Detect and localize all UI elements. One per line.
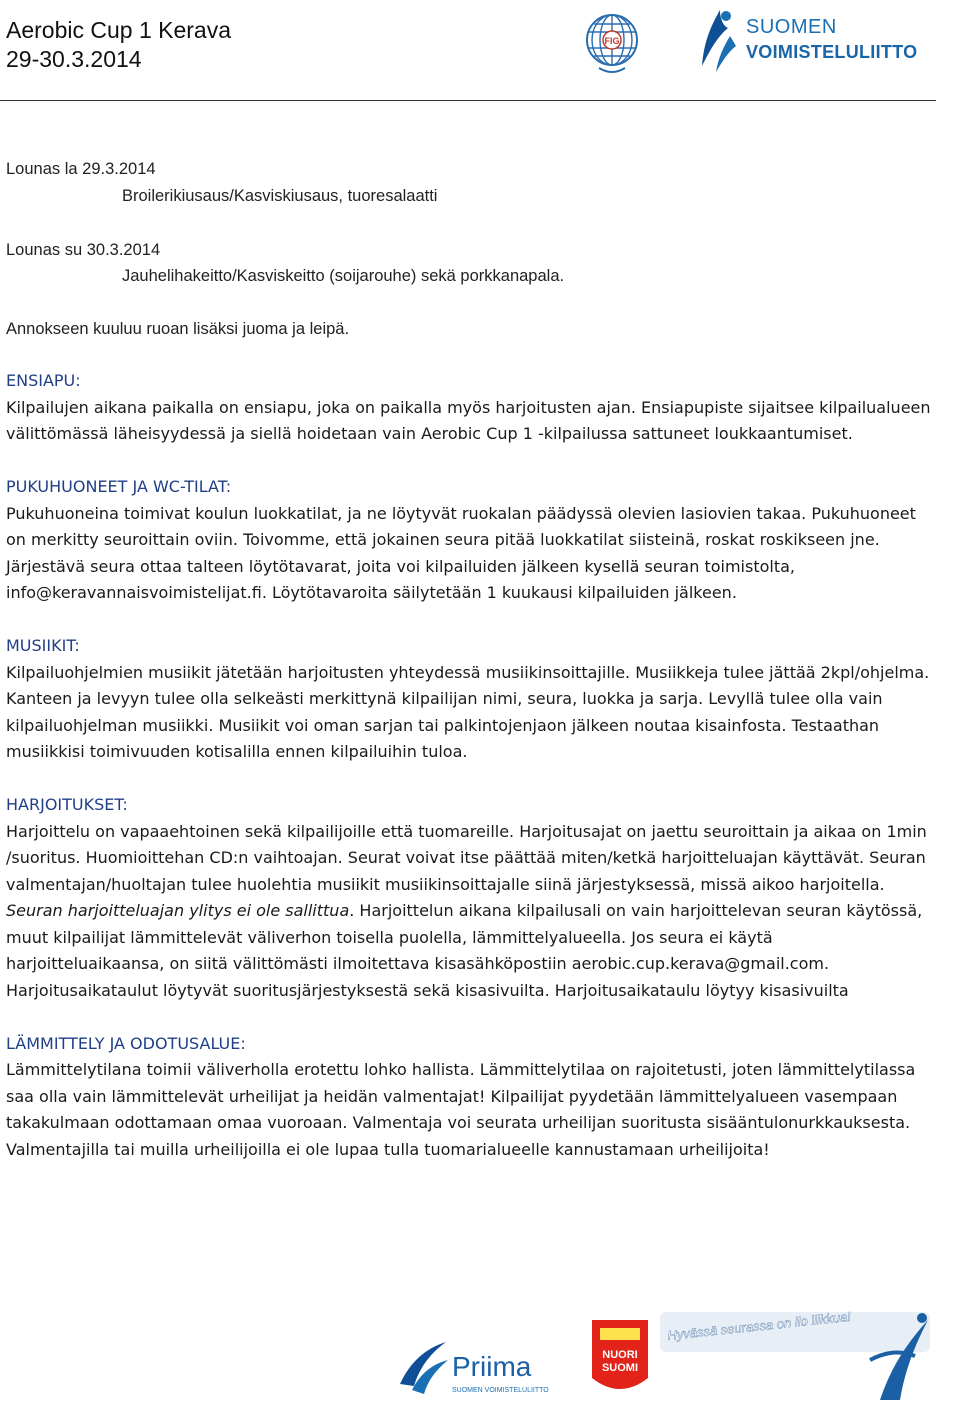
text-part: . Harjoittelun aikana kilpailusali on vain harjoittelevan seuran käytössä, muut kilpailijat lämmittelevät väliverhon toisella puolella, lämmittelyalueella. Jos seura ei käytä harjoitteluaikaansa, on siitä välittömästi ilmoitettava kisasähköpostiin aerobic.cup.kerava@gmail.com. Harjoitusaikataulut löytyvät suoritusjärjestyksestä sekä kisasivuilta. Harjoitusaikataulu löytyy kisasivuilta — [6, 901, 923, 1000]
suomen-voimisteluliitto-logo — [690, 6, 936, 76]
slogan-banner — [660, 1309, 930, 1400]
section-heading: ENSIAPU: — [6, 371, 81, 390]
section-heading: LÄMMITTELY JA ODOTUSALUE: — [6, 1033, 246, 1053]
lunch-note: Annokseen kuuluu ruoan lisäksi juoma ja leipä. — [6, 320, 350, 338]
fig-globe-logo — [585, 10, 639, 76]
sv-logo-line2: VOIMISTELULIITTO — [746, 42, 918, 62]
document-title — [6, 16, 231, 74]
section-heading: PUKUHUONEET JA WC-TILAT: — [6, 477, 232, 496]
nuori-suomi-logo — [592, 1320, 648, 1389]
priima-logo — [400, 1342, 549, 1394]
section-harjoitukset — [6, 792, 936, 1004]
section-text: Lämmittelytilana toimii väliverholla erotettu lohko hallista. Lämmittelytilaa on rajoitetusti, joten lämmittelytilassa saa olla vain lämmittelevät urheilijat ja heidän valmentajat! Kilpailijat pyydetään lämmittelyalueen vasempaan takakulmaan odottamaan omaa vuoroaan. Valmentaja voi seurata urheilijan suoritusta sisääntulonurkkauksesta. Valmentajilla tai muilla urheilijoilla ei ole lupaa tulla tuomarialueelle kannustamaan urheilijoita! — [6, 1060, 916, 1159]
gymnast-swoosh-icon — [690, 6, 746, 76]
footer-sponsor-logos — [0, 1300, 960, 1408]
text-part: Harjoittelu on vapaaehtoinen sekä kilpailijoille että tuomareille. Harjoitusajat on jaettu seuroittain ja aikaa on 1min /suoritus. Huomioittehan CD:n vaihtoajan. Seurat voivat itse päättää miten/ketkä harjoitteluajan käyttävät. Seuran valmentajan/huoltajan tulee huolehtia musiikit musiikinsoittajalle siinä järjestyksessä, missä aikoo harjoitella. — [6, 821, 927, 894]
header-divider — [0, 100, 936, 101]
section-text: Kilpailujen aikana paikalla on ensiapu, joka on paikalla myös harjoitusten ajan. Ensiapupiste sijaitsee kilpailualueen välittömässä läheisyydessä ja siellä hoidetaan vain Aerobic Cup 1 -kilpailussa sattuneet loukkaantumiset. — [6, 397, 931, 443]
fig-logo-text: FIG — [604, 36, 620, 46]
lunch-saturday-label: Lounas la 29.3.2014 — [6, 160, 156, 178]
info-content — [6, 368, 936, 1190]
section-lammittely — [6, 1031, 936, 1164]
lunch-sunday-menu: Jauhelihakeitto/Kasviskeitto (soijarouhe) sekä porkkanapala. — [122, 267, 565, 285]
lunch-saturday-menu: Broilerikiusaus/Kasviskiusaus, tuoresalaatti — [122, 187, 438, 205]
section-text: Kilpailuohjelmien musiikit jätetään harjoitusten yhteydessä musiikinsoittajille. Musiikkeja tulee jättää 2kpl/ohjelma. Kanteen ja levyyn tulee olla selkeästi merkittynä kilpailijan nimi, seura, luokka ja sarja. Levyllä tulee olla vain kilpailuohjelman musiikki. Musiikit voi oman sarjan tai palkintojenjaon jälkeen noutaa kisainfosta. Testaathan musiikkisi toimivuuden kotisalilla ennen kilpailuihin tuloa. — [6, 662, 930, 761]
nuori-suomi-line2: SUOMI — [601, 1362, 639, 1374]
nuori-suomi-line1: NUORI — [602, 1349, 638, 1361]
section-heading: MUSIIKIT: — [6, 636, 80, 655]
priima-text: Priima — [452, 1351, 532, 1382]
section-text: Pukuhuoneina toimivat koulun luokkatilat, ja ne löytyvät ruokalan päädyssä olevien lasiovien takaa. Pukuhuoneet on merkitty seuroittain oviin. Toivomme, että jokainen seura pitää luokkatilat siisteinä, roskat roskikseen jne. Järjestävä seura ottaa talteen löytötavarat, joita voi kilpailuiden jälkeen kysellä seuran toimistolta, info@keravannaisvoimistelijat.fi. Löytötavaroita säilytetään 1 kuukausi kilpailuiden jälkeen. — [6, 503, 916, 602]
section-text — [6, 819, 936, 1005]
event-dates: 29-30.3.2014 — [6, 46, 142, 72]
lunch-sunday-label: Lounas su 30.3.2014 — [6, 241, 161, 259]
sv-logo-line1: SUOMEN — [746, 16, 837, 38]
event-name: Aerobic Cup 1 Kerava — [6, 17, 232, 43]
section-musiikit — [6, 633, 936, 766]
slogan-text: Hyvässä seurassa on ilo liikkua! — [666, 1308, 852, 1343]
section-heading: HARJOITUKSET: — [6, 795, 128, 814]
italic-rule: Seuran harjoitteluajan ylitys ei ole sallittua — [6, 901, 350, 920]
section-pukuhuoneet — [6, 474, 936, 607]
section-ensiapu — [6, 368, 936, 448]
priima-sub: SUOMEN VOIMISTELULIITTO — [452, 1387, 549, 1394]
